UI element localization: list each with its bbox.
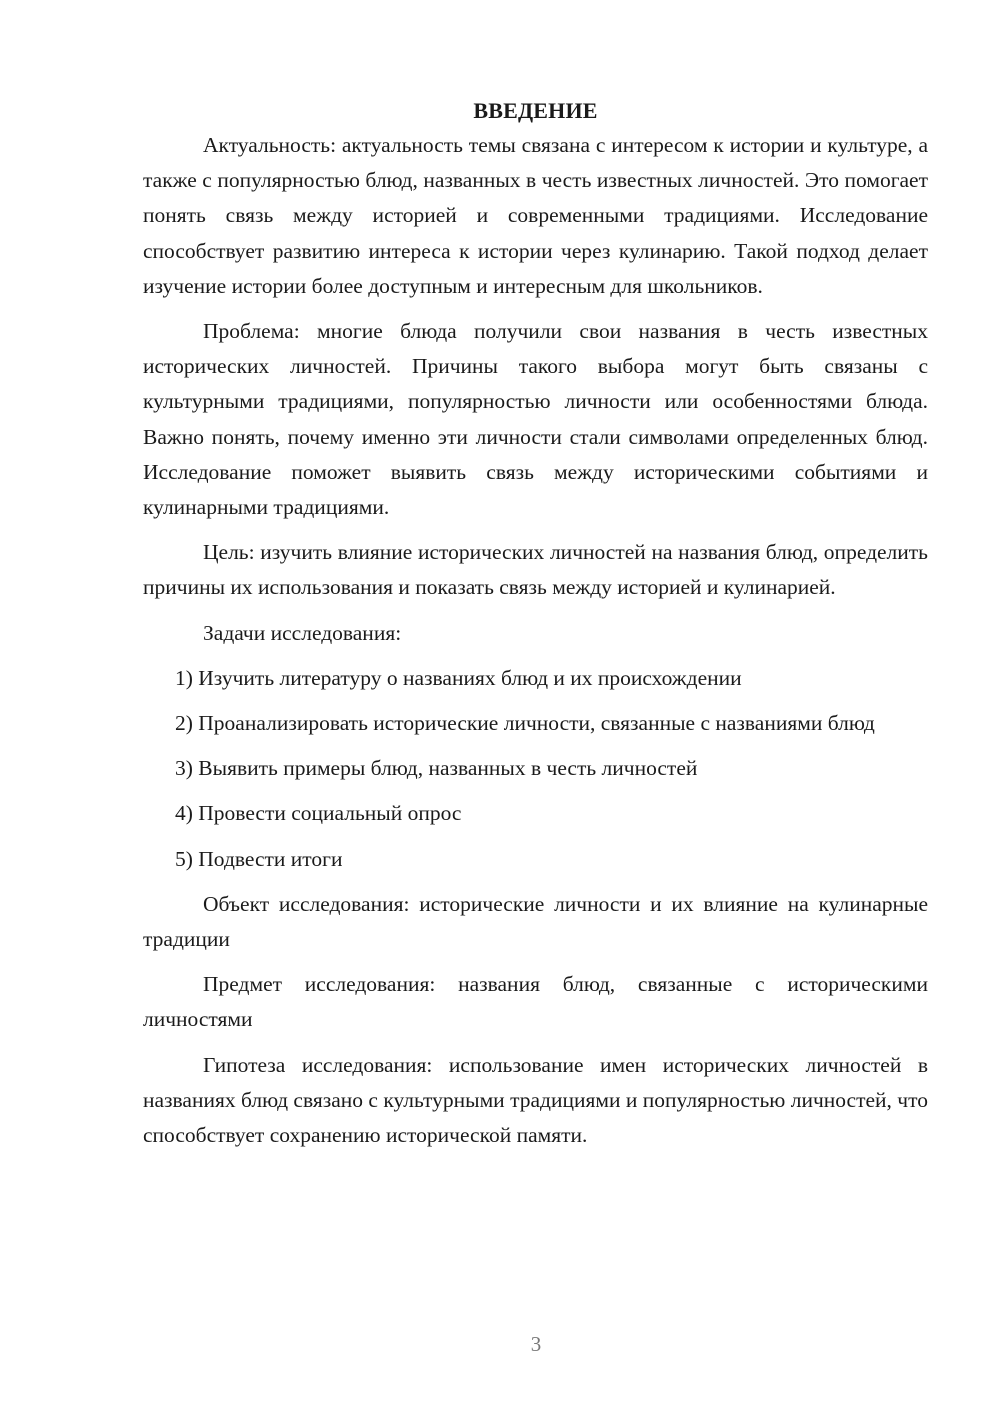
paragraph-object: Объект исследования: исторические личности и их влияние на кулинарные традиции — [143, 891, 928, 952]
page-title: ВВЕДЕНИЕ — [473, 98, 598, 123]
paragraph-relevance: Актуальность: актуальность темы связана с интересом к истории и культуре, а также с популярностью блюд, названных в честь известных личностей. Это помогает понять связь между историей и современными традициями. Исследование способствует развитию интереса к истории через кулинарию. Такой подход делает изучение истории более доступным и интересным для школьников. — [143, 133, 928, 298]
task-item-1: 1) Изучить литературу о названиях блюд и их происхождении — [175, 665, 742, 690]
tasks-heading: Задачи исследования: — [203, 620, 402, 645]
tasks-list — [143, 661, 928, 877]
paragraph-hypothesis: Гипотеза исследования: использование имен исторических личностей в названиях блюд связано с культурными традициями и популярностью личностей, что способствует сохранению исторической памяти. — [143, 1052, 928, 1148]
paragraph-problem: Проблема: многие блюда получили свои названия в честь известных исторических личностей. Причины такого выбора могут быть связаны с культурными традициями, популярностью личности или особенностями блюда. Важно понять, почему именно эти личности стали символами определенных блюд. Исследование поможет выявить связь между историческими событиями и кулинарными традициями. — [143, 319, 928, 520]
task-item-5: 5) Подвести итоги — [175, 846, 343, 871]
paragraph-goal: Цель: изучить влияние исторических личностей на названия блюд, определить причины их использования и показать связь между историей и кулинарией. — [143, 540, 928, 600]
document-page — [143, 93, 928, 1163]
task-item-3: 3) Выявить примеры блюд, названных в честь личностей — [175, 756, 698, 781]
task-item-4: 4) Провести социальный опрос — [175, 801, 462, 826]
page-number: 3 — [530, 1332, 542, 1356]
paragraph-subject: Предмет исследования: названия блюд, связанные с историческими личностями — [143, 972, 928, 1032]
task-item-2: 2) Проанализировать исторические личности, связанные с названиями блюд — [175, 711, 875, 736]
